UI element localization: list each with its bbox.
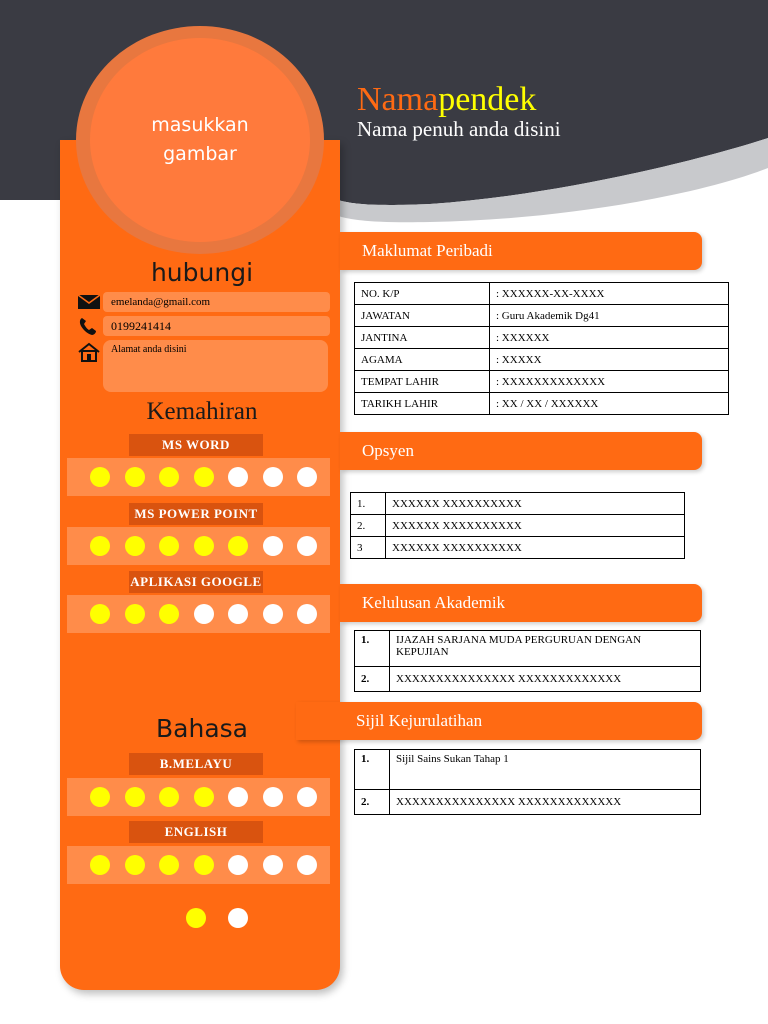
phone-text: 0199241414 [111,319,171,333]
table-row [355,283,729,305]
rating-dot-empty [263,855,283,875]
email-field[interactable] [103,292,330,312]
table-row [355,631,701,667]
rating-dot-empty [228,604,248,624]
rating-dots [67,595,330,633]
cell-num: 1. [355,631,390,667]
personal-table [354,282,729,415]
rating-dot-filled [159,604,179,624]
cell-value: : Guru Akademik Dg41 [490,305,729,327]
cell-text: Sijil Sains Sukan Tahap 1 [390,750,701,790]
cell-label: TARIKH LAHIR [355,393,490,415]
rating-dot-filled [194,467,214,487]
rating-dot-empty [297,467,317,487]
rating-dot-filled [125,855,145,875]
phone-field[interactable] [103,316,330,336]
cell-label: JAWATAN [355,305,490,327]
cell-num: 2. [355,790,390,815]
table-row [351,537,685,559]
rating-label: MS WORD [129,434,263,456]
email-text: emelanda@gmail.com [111,296,211,308]
cell-text: XXXXXXXXXXXXXXX XXXXXXXXXXXXX [390,667,701,692]
rating-dot-filled [125,787,145,807]
rating-dot-empty [228,787,248,807]
rating-dots [67,458,330,496]
rating-dot-filled [159,536,179,556]
academic-section-header [340,584,702,622]
cell-num: 3 [351,537,386,559]
address-field[interactable] [103,340,328,392]
table-row [355,393,729,415]
photo-placeholder-text: masukkan gambar [151,114,249,165]
options-section-header [340,432,702,470]
rating-dot-filled [125,467,145,487]
rating-dots [67,527,330,565]
home-icon [77,342,101,362]
rating-dot-empty [297,855,317,875]
rating-dot-filled [90,536,110,556]
cell-label: JANTINA [355,327,490,349]
training-title: Sijil Kejurulatihan [356,711,483,730]
rating-dot-empty [228,467,248,487]
rating-dot-empty [297,604,317,624]
rating-dot-empty [263,604,283,624]
rating-dot-filled [159,467,179,487]
page-dot-active[interactable] [186,908,206,928]
rating-dot-filled [159,855,179,875]
table-row [351,493,685,515]
page-dot[interactable] [228,908,248,928]
rating-dot-empty [194,604,214,624]
cell-text: XXXXXX XXXXXXXXXX [386,493,685,515]
personal-section-header [340,232,702,270]
cell-text: XXXXXX XXXXXXXXXX [386,515,685,537]
rating-dot-empty [297,536,317,556]
short-name-first: Nama [357,81,439,118]
table-row [351,515,685,537]
table-row [355,667,701,692]
rating-dot-filled [90,787,110,807]
rating-dot-filled [125,604,145,624]
full-name: Nama penuh anda disini [357,117,561,141]
profile-photo-placeholder[interactable] [90,38,310,242]
training-table [354,749,701,815]
cell-text: XXXXXXXXXXXXXXX XXXXXXXXXXXXX [390,790,701,815]
skills-title: Kemahiran [146,398,258,425]
languages-title: Bahasa [156,714,248,743]
rating-dot-empty [263,536,283,556]
rating-dot-filled [194,855,214,875]
training-section-header [296,702,702,740]
cell-text: IJAZAH SARJANA MUDA PERGURUAN DENGAN KEPUJIAN [390,631,701,667]
rating-dot-filled [90,855,110,875]
rating-label: ENGLISH [129,821,263,843]
rating-dots [67,846,330,884]
rating-dot-filled [125,536,145,556]
cell-value: : XXXXX [490,349,729,371]
rating-dot-empty [297,787,317,807]
cell-label: AGAMA [355,349,490,371]
rating-dots [67,778,330,816]
envelope-icon [77,292,101,312]
rating-dot-filled [228,536,248,556]
rating-label: B.MELAYU [129,753,263,775]
rating-dot-filled [90,467,110,487]
contact-title: hubungi [150,258,254,287]
cell-num: 1. [351,493,386,515]
table-row [355,305,729,327]
table-row [355,327,729,349]
cell-num: 2. [351,515,386,537]
cell-value: : XX / XX / XXXXXX [490,393,729,415]
options-table [350,492,685,559]
rating-dot-filled [159,787,179,807]
short-name [357,80,536,120]
phone-icon [77,316,101,336]
rating-label: APLIKASI GOOGLE [129,571,263,593]
rating-dot-filled [90,604,110,624]
rating-dot-empty [263,787,283,807]
cell-value: : XXXXXX [490,327,729,349]
table-row [355,349,729,371]
cell-num: 1. [355,750,390,790]
cell-value: : XXXXXXXXXXXXX [490,371,729,393]
rating-dot-filled [194,536,214,556]
academic-title: Kelulusan Akademik [362,593,506,612]
cell-text: XXXXXX XXXXXXXXXX [386,537,685,559]
personal-title: Maklumat Peribadi [362,241,493,260]
rating-dot-empty [228,855,248,875]
cell-label: TEMPAT LAHIR [355,371,490,393]
table-row [355,790,701,815]
cell-value: : XXXXXX-XX-XXXX [490,283,729,305]
table-row [355,371,729,393]
rating-dot-empty [263,467,283,487]
rating-label: MS POWER POINT [129,503,263,525]
cell-num: 2. [355,667,390,692]
short-name-second: pendek [438,81,537,118]
cell-label: NO. K/P [355,283,490,305]
academic-table [354,630,701,692]
table-row [355,750,701,790]
address-text: Alamat anda disini [111,344,187,355]
rating-dot-filled [194,787,214,807]
options-title: Opsyen [362,441,414,460]
